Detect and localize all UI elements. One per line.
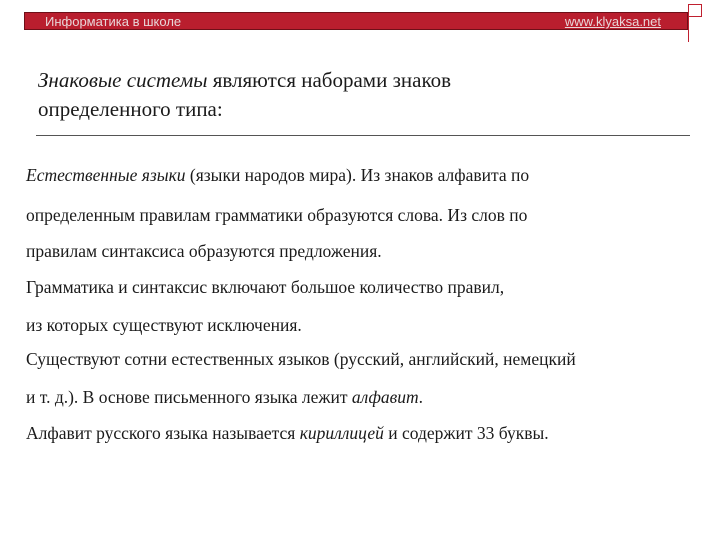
body-line [26,423,549,444]
slide-title [38,66,678,124]
body-text: (языки народов мира). Из знаков алфавита по [185,165,530,185]
body-text: и т. д.). В основе письменного языка лежит [26,387,352,407]
title-text-line2: определенного типа: [38,97,223,121]
body-line: правилам синтаксиса образуются предложения. [26,241,382,261]
body-text: Алфавит русского языка называется [26,423,300,443]
body-line: Существуют сотни естественных языков (русский, английский, немецкий [26,349,576,369]
title-divider [36,135,690,136]
body-italic-term: кириллицей [299,423,384,443]
body-line: определенным правилам грамматики образуются слова. Из слов по [26,205,528,225]
body-italic-term: алфавит [351,387,419,407]
header-bar [24,12,688,30]
header-website-link[interactable]: www.klyaksa.net [564,14,661,29]
title-text: являются наборами знаков [207,68,451,92]
title-italic-term: Знаковые системы [38,68,208,92]
body-text: . [418,387,423,407]
header-site-name: Информатика в школе [45,14,182,29]
body-line [26,165,529,186]
corner-decoration-line-vertical [688,16,689,42]
body-italic-term: Естественные языки [26,165,186,185]
body-line [26,387,423,408]
body-line: Грамматика и синтаксис включают большое количество правил, [26,277,505,297]
body-text: и содержит 33 буквы. [383,423,549,443]
body-line: из которых существуют исключения. [26,315,302,335]
corner-decoration-line [688,16,702,17]
